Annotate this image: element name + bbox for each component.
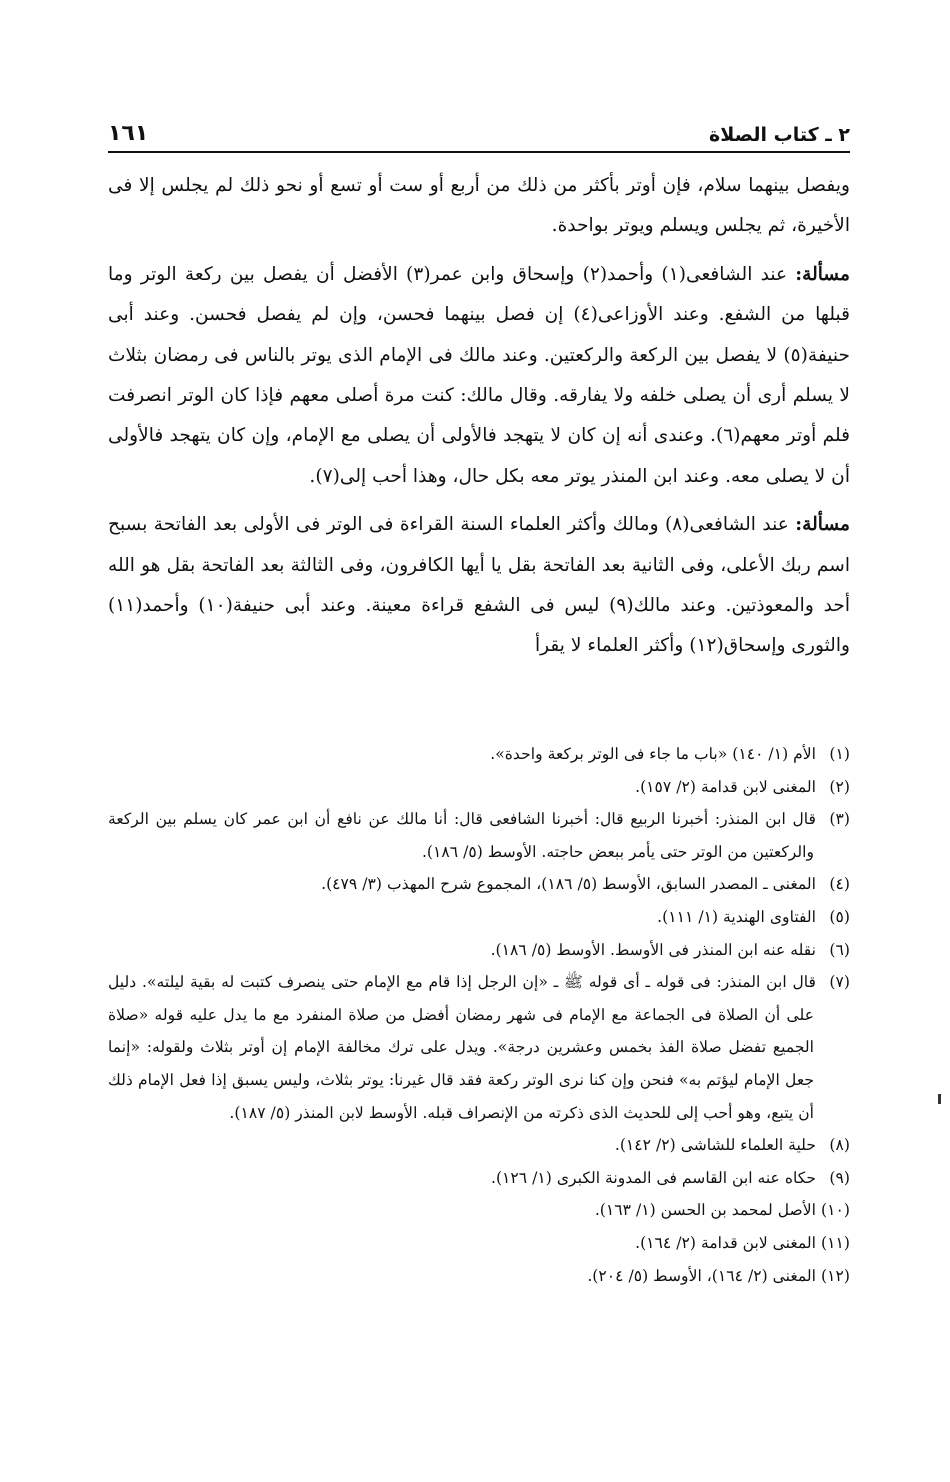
paragraph-1	[108, 166, 850, 247]
footnote-text: الأم (١/ ١٤٠) «باب ما جاء فى الوتر بركعة واحدة».	[490, 745, 816, 763]
footnote	[108, 771, 850, 804]
footnote-number: (١٢)	[821, 1266, 850, 1285]
footnote-number: (١١)	[821, 1233, 850, 1252]
footnote	[108, 901, 850, 934]
footnote-text: قال ابن المنذر: أخبرنا الربيع قال: أخبرنا الشافعى قال: أنا مالك عن نافع أن ابن عمر كان يسلم بين الركعة والركعتين من الوتر حتى يأمر ببعض حاجته. الأوسط (٥/ ١٨٦).	[108, 810, 816, 861]
footnote-number: (٩)	[829, 1168, 850, 1187]
footnote-text: حلية العلماء للشاشى (٢/ ١٤٢).	[614, 1136, 816, 1155]
footnote-number: (٣)	[829, 810, 850, 829]
paragraph-3	[108, 505, 850, 667]
footnote-number: (٤)	[829, 875, 850, 894]
paragraph-3-text: عند الشافعى(٨) ومالك وأكثر العلماء السنة القراءة فى الوتر فى الأولى بعد الفاتحة بسبح اسم ربك الأعلى، وفى الثانية بعد الفاتحة بقل يا أيها الكافرون، وفى الثالثة بعد الفاتحة بقل هو الله أحد والمعوذتين. وعند مالك(٩) ليس فى الشفع قراءة معينة. وعند أبى حنيفة(١٠) وأحمد(١١) والثورى وإسحاق(١٢) وأكثر العلماء لا يقرأ	[108, 514, 850, 657]
footnote	[108, 934, 850, 967]
footnote-number: (١٠)	[821, 1201, 850, 1220]
header-rule	[108, 151, 850, 153]
issue-label: مسألة:	[795, 514, 850, 536]
footnote-text: قال ابن المنذر: فى قوله ـ أى قوله ﷺ ـ «إن الرجل إذا قام مع الإمام حتى ينصرف كتبت له بقية ليلته». دليل على أن الصلاة فى الجماعة مع الإمام فى شهر رمضان أفضل من صلاة المنفرد مع ما يدل عليه قوله «صلاة الجميع تفضل صلاة الفذ بخمس وعشرين درجة». ويدل على ترك مخالفة الإمام إن أوتر بثلاث ولقوله: «إنما جعل الإمام ليؤتم به» فنحن وإن كنا نرى الوتر ركعة فقد قال غيرنا: يوتر بثلاث، وليس يسبق إذا فعل الإمام ذلك أن يتبع، وهو أحب إلى للحديث الذى ذكرته من الإنصراف قبله. الأوسط لابن المنذر (٥/ ١٨٧).	[108, 973, 816, 1122]
page-number: ١٦١	[108, 121, 149, 146]
chapter-title: ٢ ـ كتاب الصلاة	[709, 124, 850, 146]
footnote-text: حكاه عنه ابن القاسم فى المدونة الكبرى (١/ ١٢٦).	[490, 1168, 816, 1187]
footnote-text: المغنى لابن قدامة (٢/ ١٥٧).	[635, 777, 816, 796]
footnote-text: الفتاوى الهندية (١/ ١١١).	[657, 907, 816, 926]
margin-mark	[938, 1094, 941, 1104]
footnote	[108, 1162, 850, 1195]
issue-label: مسألة:	[795, 263, 850, 285]
footnote-number: (٨)	[829, 1136, 850, 1155]
footnote-number: (٥)	[829, 907, 850, 926]
footnote-number: (٢)	[829, 777, 850, 796]
footnote-number: (١)	[829, 745, 850, 763]
footnote	[108, 1129, 850, 1162]
footnote-number: (٦)	[829, 940, 850, 959]
footnote-text: المغنى ـ المصدر السابق، الأوسط (٥/ ١٨٦)، المجموع شرح المهذب (٣/ ٤٧٩).	[321, 875, 816, 894]
footnote	[108, 738, 850, 771]
main-text	[108, 166, 850, 667]
running-header	[108, 112, 850, 146]
paragraph-1-text: ويفصل بينهما سلام، فإن أوتر بأكثر من ذلك من أربع أو ست أو تسع أو نحو ذلك لم يجلس إلا فى الأخيرة، ثم يجلس ويسلم ويوتر بواحدة.	[108, 175, 850, 237]
footnote-text: المغنى لابن قدامة (٢/ ١٦٤).	[635, 1233, 816, 1252]
paragraph-2	[108, 255, 850, 497]
footnote	[108, 1194, 850, 1227]
footnotes	[108, 738, 850, 1292]
footnote	[108, 868, 850, 901]
footnote-text: الأصل لمحمد بن الحسن (١/ ١٦٣).	[594, 1201, 816, 1220]
footnote-text: نقله عنه ابن المنذر فى الأوسط. الأوسط (٥/ ١٨٦).	[490, 940, 816, 959]
footnote-number: (٧)	[829, 973, 850, 992]
paragraph-2-text: عند الشافعى(١) وأحمد(٢) وإسحاق وابن عمر(٣) الأفضل أن يفصل بين ركعة الوتر وما قبلها من الشفع. وعند الأوزاعى(٤) إن فصل بينهما فحسن، وإن لم يفصل فحسن. وعند أبى حنيفة(٥) لا يفصل بين الركعة والركعتين. وعند مالك فى الإمام الذى يوتر بالناس فى رمضان بثلاث لا يسلم أرى أن يصلى خلفه ولا يفارقه. وقال مالك: كنت مرة أصلى معهم فإذا كان الوتر انصرفت فلم أوتر معهم(٦). وعندى أنه إن كان لا يتهجد فالأولى أن يصلى مع الإمام، وإن كان يتهجد فالأولى أن لا يصلى معه. وعند ابن المنذر يوتر معه بكل حال، وهذا أحب إلى(٧).	[108, 263, 851, 487]
footnote-text: المغنى (٢/ ١٦٤)، الأوسط (٥/ ٢٠٤).	[587, 1266, 816, 1285]
footnote	[108, 1227, 850, 1260]
footnote	[108, 803, 850, 868]
footnote	[108, 966, 850, 1129]
footnote	[108, 1260, 850, 1293]
